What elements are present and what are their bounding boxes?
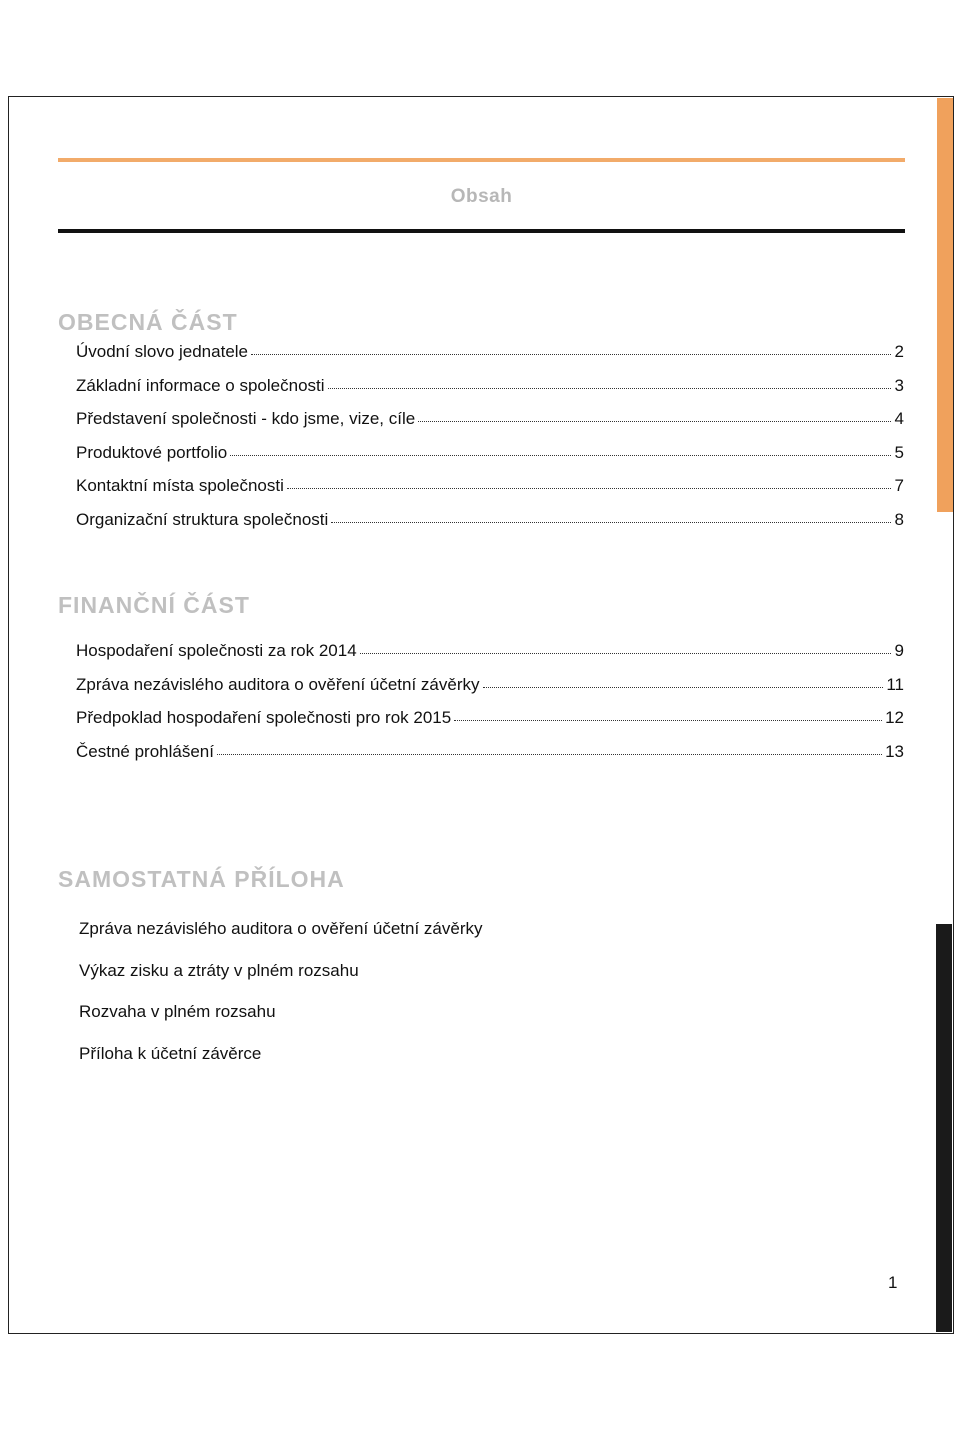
toc-entry-label: Kontaktní místa společnosti (76, 476, 284, 496)
black-side-bar (936, 924, 952, 1332)
toc-entry-page: 11 (886, 674, 904, 694)
toc-entry-page: 2 (894, 342, 904, 361)
appendix-item: Výkaz zisku a ztráty v plném rozsahu (79, 960, 359, 980)
toc-leader-dots (454, 719, 882, 721)
toc-leader-dots (230, 454, 891, 456)
page-title: Obsah (450, 186, 513, 207)
toc-leader-dots (251, 353, 891, 355)
toc-entry-label: Úvodní slovo jednatele (76, 342, 249, 361)
toc-entry[interactable] (76, 476, 904, 510)
orange-side-bar (937, 98, 953, 512)
title-black-rule (58, 229, 905, 233)
toc-entry[interactable] (76, 641, 904, 675)
toc-entry[interactable] (76, 342, 904, 376)
toc-entry-label: Čestné prohlášení (76, 741, 214, 761)
toc-leader-dots (328, 387, 891, 389)
toc-entry[interactable] (76, 443, 904, 477)
toc-list-obecna (76, 342, 904, 544)
toc-entry-label: Základní informace o společnosti (76, 375, 325, 395)
toc-leader-dots (287, 487, 891, 489)
toc-entry-page: 5 (894, 442, 904, 462)
toc-entry-label: Předpoklad hospodaření společnosti pro rok 2015 (76, 708, 452, 728)
toc-entry-page: 9 (894, 641, 904, 660)
appendix-list (79, 919, 483, 1086)
toc-entry-label: Produktové portfolio (76, 442, 228, 462)
section-heading-obecna: OBECNÁ ČÁST (58, 309, 238, 335)
toc-entry-page: 7 (894, 476, 904, 496)
toc-leader-dots (360, 652, 891, 654)
toc-entry-page: 12 (885, 708, 904, 728)
toc-entry-label: Hospodaření společnosti za rok 2014 (76, 641, 357, 660)
toc-entry-page: 4 (894, 409, 904, 429)
toc-list-financni (76, 641, 904, 775)
section-heading-priloha: SAMOSTATNÁ PŘÍLOHA (58, 866, 345, 892)
toc-entry[interactable] (76, 510, 904, 544)
toc-entry-label: Organizační struktura společnosti (76, 509, 329, 529)
appendix-item: Rozvaha v plném rozsahu (79, 1002, 276, 1022)
toc-entry-page: 3 (894, 375, 904, 395)
toc-entry-page: 13 (885, 741, 904, 761)
toc-entry[interactable] (76, 376, 904, 410)
toc-entry[interactable] (76, 675, 904, 709)
toc-leader-dots (483, 686, 884, 688)
toc-entry-label: Představení společnosti - kdo jsme, vize, cíle (76, 409, 416, 429)
toc-entry-label: Zpráva nezávislého auditora o ověření účetní závěrky (76, 674, 480, 694)
toc-entry[interactable] (76, 409, 904, 443)
appendix-item: Příloha k účetní závěrce (79, 1044, 262, 1064)
toc-entry[interactable] (76, 742, 904, 776)
toc-leader-dots (331, 521, 891, 523)
toc-leader-dots (418, 420, 891, 422)
top-orange-rule (58, 158, 905, 162)
section-heading-financni: FINANČNÍ ČÁST (58, 592, 250, 618)
toc-leader-dots (217, 753, 882, 755)
page-number: 1 (888, 1273, 898, 1292)
toc-entry[interactable] (76, 708, 904, 742)
appendix-item: Zpráva nezávislého auditora o ověření účetní závěrky (79, 919, 483, 938)
toc-entry-page: 8 (894, 509, 904, 529)
